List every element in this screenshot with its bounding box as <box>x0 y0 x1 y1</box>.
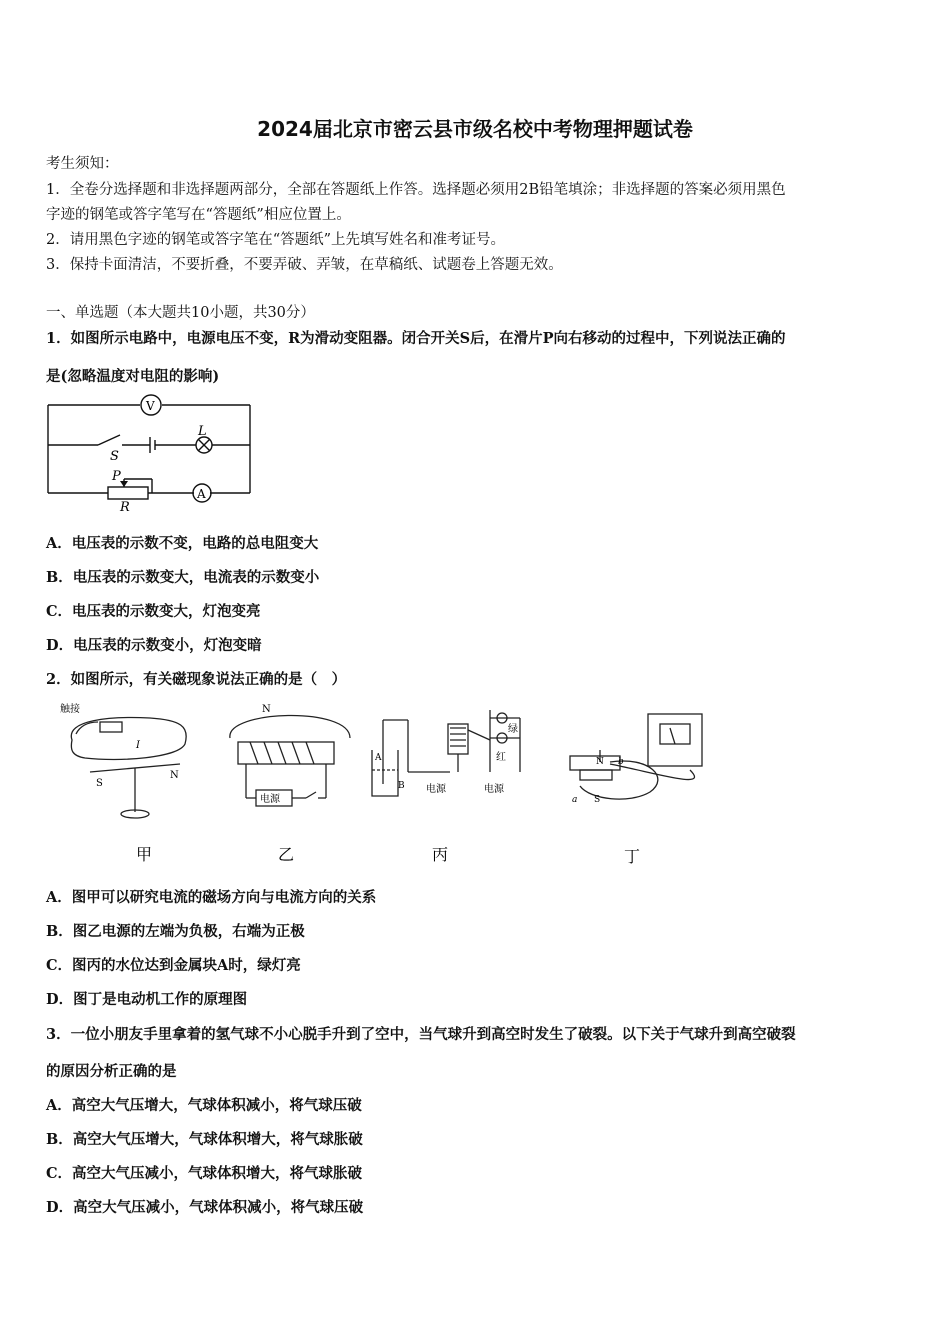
fig-jia-caption: 甲 <box>136 845 153 864</box>
notice-item: 字迹的钢笔或答字笔写在“答题纸”相应位置上。 <box>46 207 351 223</box>
fig-ding-s-label: S <box>594 795 601 805</box>
fig-bing-green-label: 绿 <box>508 724 518 735</box>
fig-bing-b-label: B <box>398 781 405 791</box>
fig-jia-n-label: N <box>170 770 179 781</box>
q2-option-d: D．图丁是电动机工作的原理图 <box>46 991 248 1008</box>
q3-option-d: D．高空大气压减小，气球体积减小，将气球压破 <box>46 1199 364 1216</box>
q2-option-c: C．图丙的水位达到金属块A时，绿灯亮 <box>46 957 301 974</box>
q3-option-a: A．高空大气压增大，气球体积减小，将气球压破 <box>46 1097 362 1114</box>
fig-ding-b-label: b <box>618 757 624 767</box>
ammeter-label: A <box>197 487 206 501</box>
fig-yi-n-label: N <box>262 704 271 715</box>
lamp-label: L <box>198 424 207 439</box>
fig-bing-caption: 丙 <box>432 845 449 864</box>
q2-option-b: B．图乙电源的左端为负极，右端为正极 <box>46 923 305 940</box>
fig-yi-caption: 乙 <box>278 845 295 864</box>
question-1-stem-cont: 是(忽略温度对电阻的影响) <box>46 368 220 385</box>
circuit-diagram <box>40 393 260 515</box>
section-heading: 一、单选题（本大题共10小题，共30分） <box>46 305 315 321</box>
fig-bing-red-label: 红 <box>496 752 506 763</box>
notice-item: 2．请用黑色字迹的钢笔或答字笔在“答题纸”上先填写姓名和准考证号。 <box>46 232 506 248</box>
question-2-stem: 2．如图所示，有关磁现象说法正确的是（ ） <box>46 671 347 688</box>
q1-option-b: B．电压表的示数变大，电流表的示数变小 <box>46 569 320 586</box>
question-3-stem-cont: 的原因分析正确的是 <box>46 1063 177 1080</box>
rheostat-label: R <box>120 500 130 515</box>
fig-bing-power-label: 电源 <box>426 784 446 795</box>
notice-heading: 考生须知： <box>46 156 119 172</box>
fig-ding-n-label: N <box>596 757 604 767</box>
q3-option-c: C．高空大气压减小，气球体积增大，将气球胀破 <box>46 1165 363 1182</box>
question-1-stem: 1．如图所示电路中，电源电压不变，R为滑动变阻器。闭合开关S后，在滑片P向右移动的过程中，下列说法正确的 <box>46 330 786 347</box>
fig-bing-power2-label: 电源 <box>484 784 504 795</box>
switch-label: S <box>110 449 119 464</box>
question-3-stem: 3．一位小朋友手里拿着的氢气球不小心脱手升到了空中，当气球升到高空时发生了破裂。以下关于气球升到高空破裂 <box>46 1026 796 1043</box>
notice-item: 1．全卷分选择题和非选择题两部分，全部在答题纸上作答。选择题必须用2B铅笔填涂；非选择题的答案必须用黑色 <box>46 182 786 198</box>
slider-label: P <box>112 469 121 484</box>
q1-option-a: A．电压表的示数不变，电路的总电阻变大 <box>46 535 319 552</box>
q1-option-d: D．电压表的示数变小，灯泡变暗 <box>46 637 262 654</box>
fig-jia-current-label: I <box>136 740 140 751</box>
fig-yi-power-label: 电源 <box>260 794 280 805</box>
fig-ding-a-label: a <box>572 795 578 805</box>
q3-option-b: B．高空大气压增大，气球体积增大，将气球胀破 <box>46 1131 363 1148</box>
fig-jia-contact-label: 触接 <box>60 704 80 715</box>
page-title: 2024届北京市密云县市级名校中考物理押题试卷 <box>257 117 693 141</box>
voltmeter-label: V <box>146 399 155 413</box>
fig-bing-a-label: A <box>375 753 382 763</box>
notice-item: 3．保持卡面清洁，不要折叠，不要弄破、弄皱，在草稿纸、试题卷上答题无效。 <box>46 257 563 273</box>
magnetism-figures <box>50 700 730 872</box>
fig-jia-s-label: S <box>96 778 103 789</box>
q2-option-a: A．图甲可以研究电流的磁场方向与电流方向的关系 <box>46 889 377 906</box>
fig-ding-caption: 丁 <box>624 847 641 866</box>
q1-option-c: C．电压表的示数变大，灯泡变亮 <box>46 603 261 620</box>
